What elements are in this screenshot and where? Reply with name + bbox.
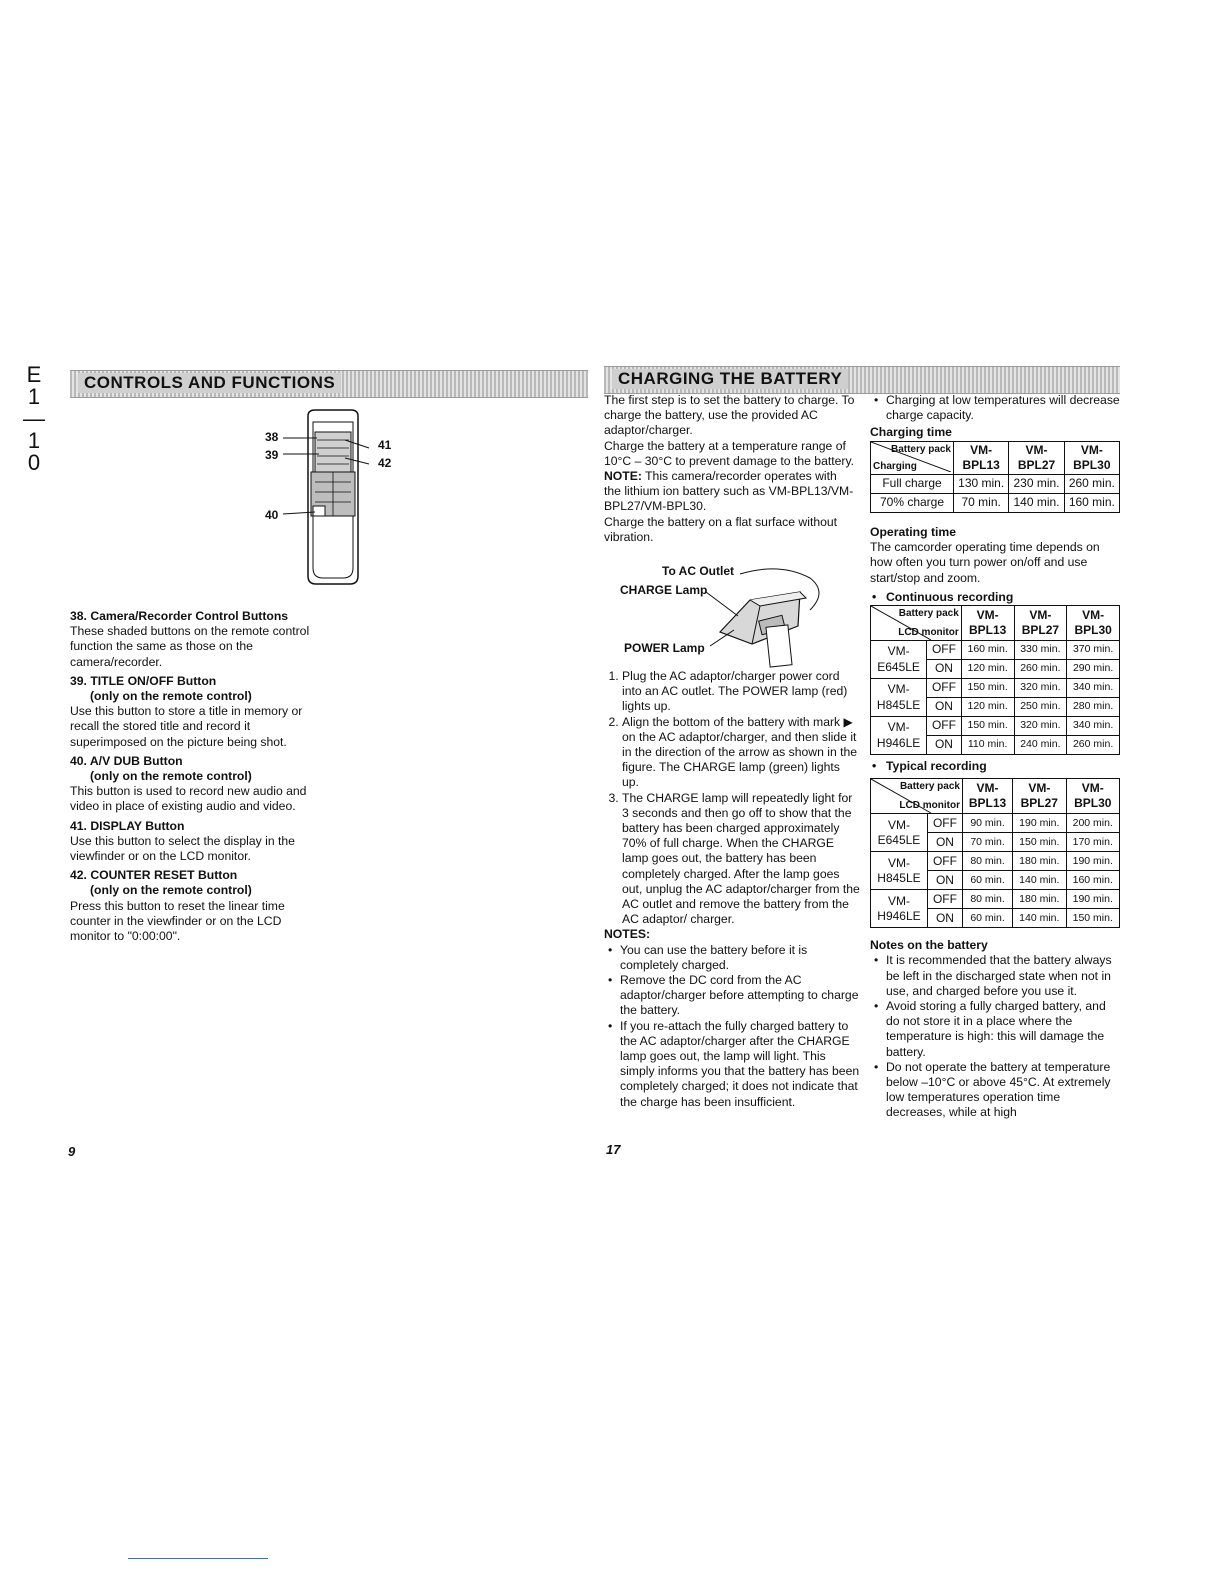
controls-banner <box>70 370 588 398</box>
header-line: VM- <box>1082 607 1105 622</box>
time-cell: 120 min. <box>961 698 1014 717</box>
right-column <box>870 393 1122 1121</box>
time-cell: 340 min. <box>1067 679 1120 698</box>
corner-bottom-label: Charging <box>873 460 917 472</box>
charging-time-table <box>870 441 1120 513</box>
header-line: VM- <box>1025 442 1048 457</box>
step-item: 3. The CHARGE lamp will repeatedly light for 3 seconds and then go off to show that the battery has been charged approximately 70% of full charge. When the CHARGE lamp goes out, the battery has been completely charged. After the lamp goes out, unplug the AC adaptor/charger from the AC outlet and remove the battery from the AC adaptor/ charger. <box>622 791 860 928</box>
time-cell: 320 min. <box>1014 717 1067 736</box>
step-item: 2. Align the bottom of the battery with mark ▶ on the AC adaptor/charger, and then slide it in the direction of the arrow as shown in the figure. The CHARGE lamp (green) lights up. <box>622 715 860 791</box>
item-title: 38. Camera/Recorder Control Buttons <box>70 609 289 623</box>
time-cell: 70 min. <box>962 833 1012 852</box>
item-title: 40. A/V DUB Button <box>70 753 183 768</box>
charging-banner-title: CHARGING THE BATTERY <box>612 369 848 389</box>
model-cell <box>871 717 927 755</box>
time-cell: 200 min. <box>1066 814 1119 833</box>
time-cell: 190 min. <box>1013 814 1066 833</box>
header-line: BPL27 <box>1020 796 1058 811</box>
note-text: This camera/recorder operates with the lithium ion battery such as VM-BPL13/VM-BPL27/VM-BPL30. <box>604 469 854 514</box>
callout-41: 41 <box>378 438 392 452</box>
model-cell <box>871 814 928 852</box>
side-page-code <box>22 364 46 474</box>
lcd-cell: ON <box>927 660 962 679</box>
header-line: VM- <box>1081 781 1104 796</box>
time-cell: 240 min. <box>1014 736 1067 755</box>
time-cell: 110 min. <box>961 736 1014 755</box>
time-cell: 180 min. <box>1013 852 1066 871</box>
fig-label-charge-lamp: CHARGE Lamp <box>620 583 708 597</box>
column-header <box>1066 779 1119 814</box>
battery-note-item: • Avoid storing a fully charged battery, and do not store it in a place where the temperature is high: this will damage the battery. <box>886 999 1122 1060</box>
header-line: BPL13 <box>968 796 1007 811</box>
notes-label: NOTES: <box>604 927 651 942</box>
item-text: These shaded buttons on the remote control function the same as those on the camera/recorder. <box>70 624 310 669</box>
column-header <box>1013 779 1066 814</box>
charger-illustration <box>690 562 840 670</box>
model-cell <box>871 852 928 890</box>
intro-paragraph: Charge the battery at a temperature range of 10°C – 30°C to prevent damage to the battery. <box>604 438 855 468</box>
time-cell: 60 min. <box>962 909 1012 928</box>
column-header <box>1009 441 1064 474</box>
continuous-title-text: Continuous recording <box>886 589 1014 604</box>
time-cell: 250 min. <box>1014 698 1067 717</box>
time-cell: 60 min. <box>962 871 1012 890</box>
header-line: VM- <box>976 781 999 796</box>
side-code-char: 1 <box>27 428 41 453</box>
charging-banner <box>604 366 1120 394</box>
time-cell: 160 min. <box>1066 871 1119 890</box>
table-row <box>871 814 1120 833</box>
charging-steps <box>604 669 860 1110</box>
battery-note-item: • It is recommended that the battery always be left in the discharged state when not in use, and charged before you use it. <box>886 953 1122 999</box>
continuous-recording-table <box>870 605 1120 755</box>
header-line: BPL30 <box>1074 796 1112 811</box>
table-corner-cell <box>871 441 954 474</box>
item-text: Press this button to reset the linear time counter in the viewfinder or on the LCD monitor to "0:00:00". <box>70 898 285 944</box>
header-line: BPL27 <box>1021 623 1060 638</box>
model-line: H845LE <box>877 870 921 885</box>
time-cell: 190 min. <box>1066 890 1119 909</box>
controls-descriptions <box>70 605 318 944</box>
header-line: BPL30 <box>1074 623 1112 638</box>
page-number-left: 9 <box>68 1144 76 1159</box>
model-line: VM- <box>887 644 910 659</box>
table-cell: 230 min. <box>1009 475 1064 494</box>
callout-42: 42 <box>378 456 392 470</box>
table-cell: 260 min. <box>1064 475 1119 494</box>
table-cell: 130 min. <box>954 475 1009 494</box>
model-cell <box>871 641 927 679</box>
callout-39: 39 <box>265 448 279 462</box>
step-item: 1. Plug the AC adaptor/charger power cord into an AC outlet. The POWER lamp (red) lights up. <box>622 669 860 715</box>
lcd-cell: OFF <box>927 717 962 736</box>
footer-rule <box>128 1558 268 1559</box>
table-cell: 70 min. <box>954 494 1009 513</box>
time-cell: 80 min. <box>962 852 1012 871</box>
time-cell: 330 min. <box>1014 641 1067 660</box>
corner-bottom-label: LCD monitor <box>899 800 960 812</box>
model-line: VM- <box>887 893 910 908</box>
flat-surface-text: Charge the battery on a flat surface without vibration. <box>604 514 838 544</box>
table-row <box>871 641 1120 660</box>
lcd-cell: OFF <box>927 852 962 871</box>
header-line: BPL27 <box>1017 457 1056 472</box>
lcd-cell: ON <box>927 736 962 755</box>
model-line: H946LE <box>876 735 921 750</box>
table-row <box>871 890 1120 909</box>
time-cell: 370 min. <box>1067 641 1120 660</box>
time-cell: 150 min. <box>1013 833 1066 852</box>
side-code-char: 1 <box>27 384 41 409</box>
header-line: VM- <box>976 607 999 622</box>
header-line: VM- <box>1080 442 1103 457</box>
item-subtitle: (only on the remote control) <box>90 883 252 898</box>
header-line: BPL30 <box>1073 457 1111 472</box>
fig-label-power-lamp: POWER Lamp <box>624 641 705 655</box>
note-paragraph <box>604 469 856 515</box>
header-line: BPL13 <box>962 457 1000 472</box>
typical-title: • Typical recording <box>872 759 987 774</box>
table-row <box>871 679 1120 698</box>
time-cell: 150 min. <box>961 679 1014 698</box>
lcd-cell: OFF <box>927 641 962 660</box>
model-line: VM- <box>887 682 910 697</box>
lcd-cell: OFF <box>927 679 962 698</box>
column-header <box>1064 441 1119 474</box>
charging-time-title: Charging time <box>870 425 952 440</box>
time-cell: 140 min. <box>1013 909 1066 928</box>
time-cell: 290 min. <box>1067 660 1120 679</box>
item-text: Use this button to select the display in the viewfinder or on the LCD monitor. <box>70 833 295 864</box>
note-item: • Remove the DC cord from the AC adaptor/charger before attempting to charge the battery. <box>620 973 860 1019</box>
model-line: VM- <box>887 817 910 832</box>
typical-recording-table <box>870 778 1120 928</box>
table-cell: 70% charge <box>871 494 954 513</box>
lcd-cell: ON <box>927 698 962 717</box>
time-cell: 340 min. <box>1067 717 1120 736</box>
time-cell: 80 min. <box>962 890 1012 909</box>
note-item: • You can use the battery before it is completely charged. <box>620 943 860 973</box>
model-line: E645LE <box>877 659 920 674</box>
table-row <box>871 494 1120 513</box>
time-cell: 260 min. <box>1014 660 1067 679</box>
operating-time-text: The camcorder operating time depends on how often you turn power on/off and use start/stop and zoom. <box>870 540 1100 585</box>
table-corner-cell <box>871 606 962 641</box>
corner-top-label: Battery pack <box>890 443 951 455</box>
callout-38: 38 <box>265 430 279 444</box>
header-line: VM- <box>970 442 993 457</box>
note-label: NOTE: <box>604 469 642 484</box>
column-header <box>1014 606 1067 641</box>
time-cell: 120 min. <box>961 660 1014 679</box>
table-row <box>871 717 1120 736</box>
side-code-char: E <box>26 362 42 387</box>
item-text: This button is used to record new audio and video in place of existing audio and video. <box>70 784 307 814</box>
time-cell: 190 min. <box>1066 852 1119 871</box>
column-header <box>954 441 1009 474</box>
time-cell: 260 min. <box>1067 736 1120 755</box>
operating-time-title: Operating time <box>870 525 957 540</box>
low-temp-note: • Charging at low temperatures will decrease charge capacity. <box>886 393 1122 423</box>
time-cell: 160 min. <box>961 641 1014 660</box>
fig-label-outlet: To AC Outlet <box>662 564 734 578</box>
intro-paragraph: The first step is to set the battery to charge. To charge the battery, use the provided AC adaptor/charger. <box>604 393 855 438</box>
header-line: VM- <box>1028 781 1051 796</box>
table-cell: Full charge <box>871 475 954 494</box>
corner-bottom-label: LCD monitor <box>898 626 959 638</box>
item-subtitle: (only on the remote control) <box>90 689 252 704</box>
time-cell: 170 min. <box>1066 833 1119 852</box>
charging-intro <box>604 393 856 545</box>
controls-banner-title: CONTROLS AND FUNCTIONS <box>78 373 341 393</box>
header-line: BPL13 <box>968 623 1007 638</box>
column-header <box>1067 606 1120 641</box>
time-cell: 140 min. <box>1013 871 1066 890</box>
corner-top-label: Battery pack <box>898 608 959 620</box>
model-line: VM- <box>887 720 910 735</box>
page-number-right: 17 <box>606 1142 621 1157</box>
lcd-cell: OFF <box>927 814 962 833</box>
table-cell: 160 min. <box>1064 494 1119 513</box>
item-title: 39. TITLE ON/OFF Button <box>70 673 217 688</box>
time-cell: 150 min. <box>1066 909 1119 928</box>
corner-top-label: Battery pack <box>899 781 960 793</box>
header-line: VM- <box>1029 607 1052 622</box>
callout-40: 40 <box>265 508 279 522</box>
lcd-cell: ON <box>927 909 962 928</box>
continuous-title: • Continuous recording <box>872 589 1014 604</box>
time-cell: 150 min. <box>961 717 1014 736</box>
side-code-char: — <box>23 406 45 431</box>
item-subtitle: (only on the remote control) <box>90 769 252 784</box>
item-title: 41. DISPLAY Button <box>70 818 185 833</box>
table-row <box>871 852 1120 871</box>
lcd-cell: OFF <box>927 890 962 909</box>
model-line: E645LE <box>877 832 921 847</box>
lcd-cell: ON <box>927 833 962 852</box>
model-line: H946LE <box>877 908 921 923</box>
battery-notes-title: Notes on the battery <box>870 938 988 953</box>
model-cell <box>871 679 927 717</box>
side-code-char: 0 <box>27 450 41 475</box>
time-cell: 320 min. <box>1014 679 1067 698</box>
battery-note-item: • Do not operate the battery at temperature below –10°C or above 45°C. At extremely low temperatures operation time decreases, while at high <box>886 1060 1122 1121</box>
typical-title-text: Typical recording <box>886 759 987 774</box>
table-cell: 140 min. <box>1009 494 1064 513</box>
time-cell: 90 min. <box>962 814 1012 833</box>
lcd-cell: ON <box>927 871 962 890</box>
model-cell <box>871 890 928 928</box>
note-item: • If you re-attach the fully charged battery to the AC adaptor/charger after the CHARGE lamp goes out, the lamp will light. This simply informs you that the battery has been completely charged; it does not indicate that the charge has been insufficient. <box>620 1019 860 1110</box>
model-line: VM- <box>887 855 910 870</box>
time-cell: 180 min. <box>1013 890 1066 909</box>
table-row <box>871 475 1120 494</box>
item-text: Use this button to store a title in memory or recall the stored title and record it superimposed on the picture being shot. <box>70 704 303 749</box>
table-corner-cell <box>871 779 963 814</box>
item-title: 42. COUNTER RESET Button <box>70 868 238 883</box>
time-cell: 280 min. <box>1067 698 1120 717</box>
model-line: H845LE <box>876 697 921 712</box>
